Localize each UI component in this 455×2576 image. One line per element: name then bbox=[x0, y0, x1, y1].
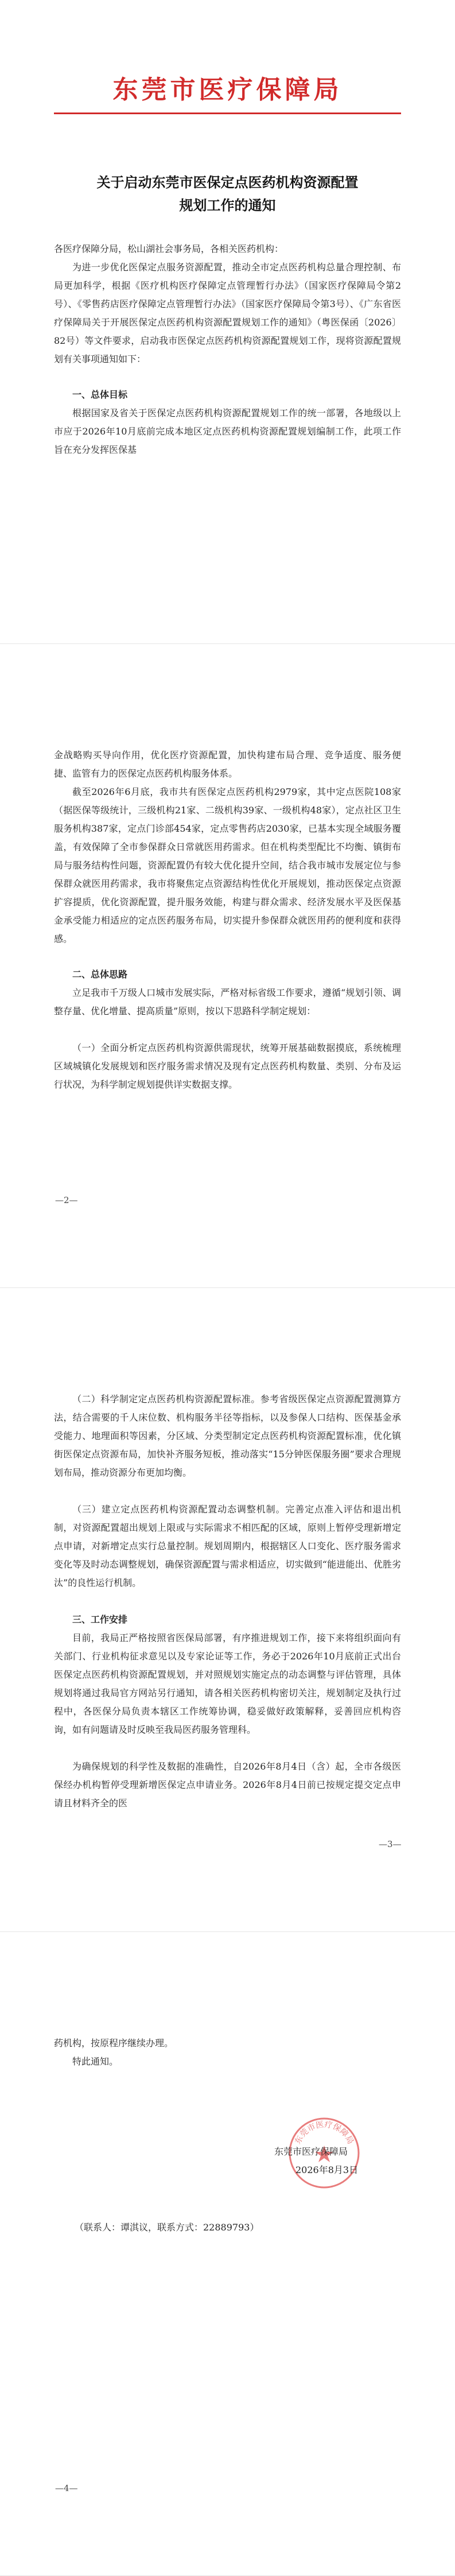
signing-date: 2026年8月3日 bbox=[295, 2164, 359, 2175]
section-3-heading: 三、工作安排 bbox=[72, 1614, 128, 1625]
svg-text:东莞市医疗保障局 bbox=[293, 2120, 355, 2146]
contact-line: （联系人：谭淇议，联系方式：22889793） bbox=[75, 2222, 259, 2233]
red-header-rule bbox=[54, 112, 401, 114]
seal-text: 东莞市医疗保障局 bbox=[293, 2120, 355, 2146]
continued-paragraph: 药机构，按原程序继续办理。 bbox=[54, 2038, 174, 2049]
section-1-heading: 一、总体目标 bbox=[72, 389, 128, 400]
page-1 bbox=[0, 0, 455, 644]
intro-paragraph: 为进一步优化医保定点服务资源配置，推动全市定点医药机构总量合理控制、布局更加科学，根据《医疗机构医疗保障定点管理暂行办法》（国家医疗保障局令第2号）、《零售药店医疗保障定点管理暂行办法》（国家医疗保障局令第3号）、《广东省医疗保障局关于开展医保定点医药机构资源配置规划工作的通知》（粤医保函〔2026〕82号）等文件要求，启动我市医保定点医药机构资源配置规划工作，现将资源配置规划有关事项通知如下： bbox=[54, 262, 401, 364]
page-number: —4— bbox=[55, 2483, 78, 2493]
page-2 bbox=[0, 644, 455, 1288]
salutation: 各医疗保障分局，松山湖社会事务局，各相关医药机构： bbox=[54, 243, 284, 254]
approach-paragraph: 立足我市千万级人口城市发展实际，严格对标省级工作要求，遵循“规划引领、调整存量、优化增量、提高质量”原则，按以下思路科学制定规划： bbox=[54, 987, 401, 1017]
document-title-line-2: 规划工作的通知 bbox=[179, 197, 276, 214]
page-4 bbox=[0, 1932, 455, 2576]
document-title-line-1: 关于启动东莞市医保定点医药机构资源配置 bbox=[96, 174, 359, 191]
closing-line: 特此通知。 bbox=[72, 2056, 119, 2067]
page-3 bbox=[0, 1288, 455, 1932]
item-3-paragraph: （三）建立定点医药机构资源配置动态调整机制。完善定点准入评估和退出机制，对资源配置超出规划上限或与实际需求不相匹配的区域，原则上暂停受理新增定点申请，对新增定点实行总量控制。规划周期内，根据辖区人口变化、医疗服务需求变化等及时动态调整规划，确保资源配置与需求相适应，切实做到“能进能出、优胜劣汰”的良性运行机制。 bbox=[54, 1504, 401, 1588]
deadline-paragraph: 为确保规划的科学性及数据的准确性，自2026年8月4日（含）起，全市各级医保经办机构暂停受理新增医保定点申请业务。2026年8月4日前已按规定提交定点申请且材料齐全的医 bbox=[54, 1761, 401, 1809]
page-number: —3— bbox=[379, 1839, 402, 1849]
item-2-paragraph: （二）科学制定定点医药机构资源配置标准。参考省级医保定点资源配置测算方法，结合需要的千人床位数、机构服务半径等指标，以及参保人口结构、医保基金承受能力、地理面积等因素，分区域、分类型制定定点医药机构资源配置标准，优化镇街医保定点资源布局，加快补齐服务短板，推动落实“15分钟医保服务圈”要求合理规划布局，推动资源分布更加均衡。 bbox=[54, 1394, 401, 1478]
document-title bbox=[57, 171, 398, 217]
item-1-paragraph: （一）全面分析定点医药机构资源供需现状，统筹开展基础数据摸底，系统梳理区域城镇化发展规划和医疗服务需求情况及现有定点医药机构数量、类别、分布及运行状况，为科学制定规划提供详实数据支撑。 bbox=[54, 1042, 401, 1090]
section-2-heading: 二、总体思路 bbox=[72, 969, 128, 980]
schedule-paragraph: 目前，我局正严格按照省医保局部署，有序推进规划工作，接下来将组织面向有关部门、行业机构征求意见以及专家论证等工作，务必于2026年10月底前正式出台医保定点医药机构资源配置规划，并对照规划实施定点的动态调整与评估管理，具体规划将通过我局官方网站另行通知，请各相关医药机构密切关注，规划制定及执行过程中，各医保分局负责本辖区工作统筹协调，稳妥做好政策解释，妥善回应机构咨询，如有问题请及时反映至我局医药服务管理科。 bbox=[54, 1632, 401, 1735]
agency-header-title: 东莞市医疗保障局 bbox=[112, 75, 343, 104]
signing-organization: 东莞市医疗保障局 bbox=[274, 2146, 348, 2157]
continued-paragraph: 金战略购买导向作用，优化医疗资源配置，加快构建布局合理、竞争适度、服务便捷、监管有力的医保定点医药机构服务体系。 bbox=[54, 750, 401, 779]
goal-paragraph: 根据国家及省关于医保定点医药机构资源配置规划工作的统一部署，各地级以上市应于2026年10月底前完成本地区定点医药机构资源配置规划编制工作，此项工作旨在充分发挥医保基 bbox=[54, 408, 401, 455]
stats-paragraph: 截至2026年6月底，我市共有医保定点医药机构2979家，其中定点医院108家（据医保等级统计，三级机构21家、二级机构39家、一级机构48家），定点社区卫生服务机构387家，定点门诊部454家，定点零售药店2030家，已基本实现全域服务覆盖，有效保障了全市参保群众日常就医用药需求。但在机构类型配比不均衡、镇街布局与服务结构性问题，资源配置仍有较大优化提升空间，结合我市城市发展定位与参保群众就医用药需求，我市将聚焦定点资源结构性优化开展规划，推动医保定点资源扩容提质，优化资源配置，提升服务效能，构建与群众需求、经济发展水平及医保基金承受能力相适应的定点医药服务布局，切实提升参保群众就医用药的便利度和获得感。 bbox=[54, 786, 401, 944]
page-number: —2— bbox=[55, 1195, 78, 1205]
